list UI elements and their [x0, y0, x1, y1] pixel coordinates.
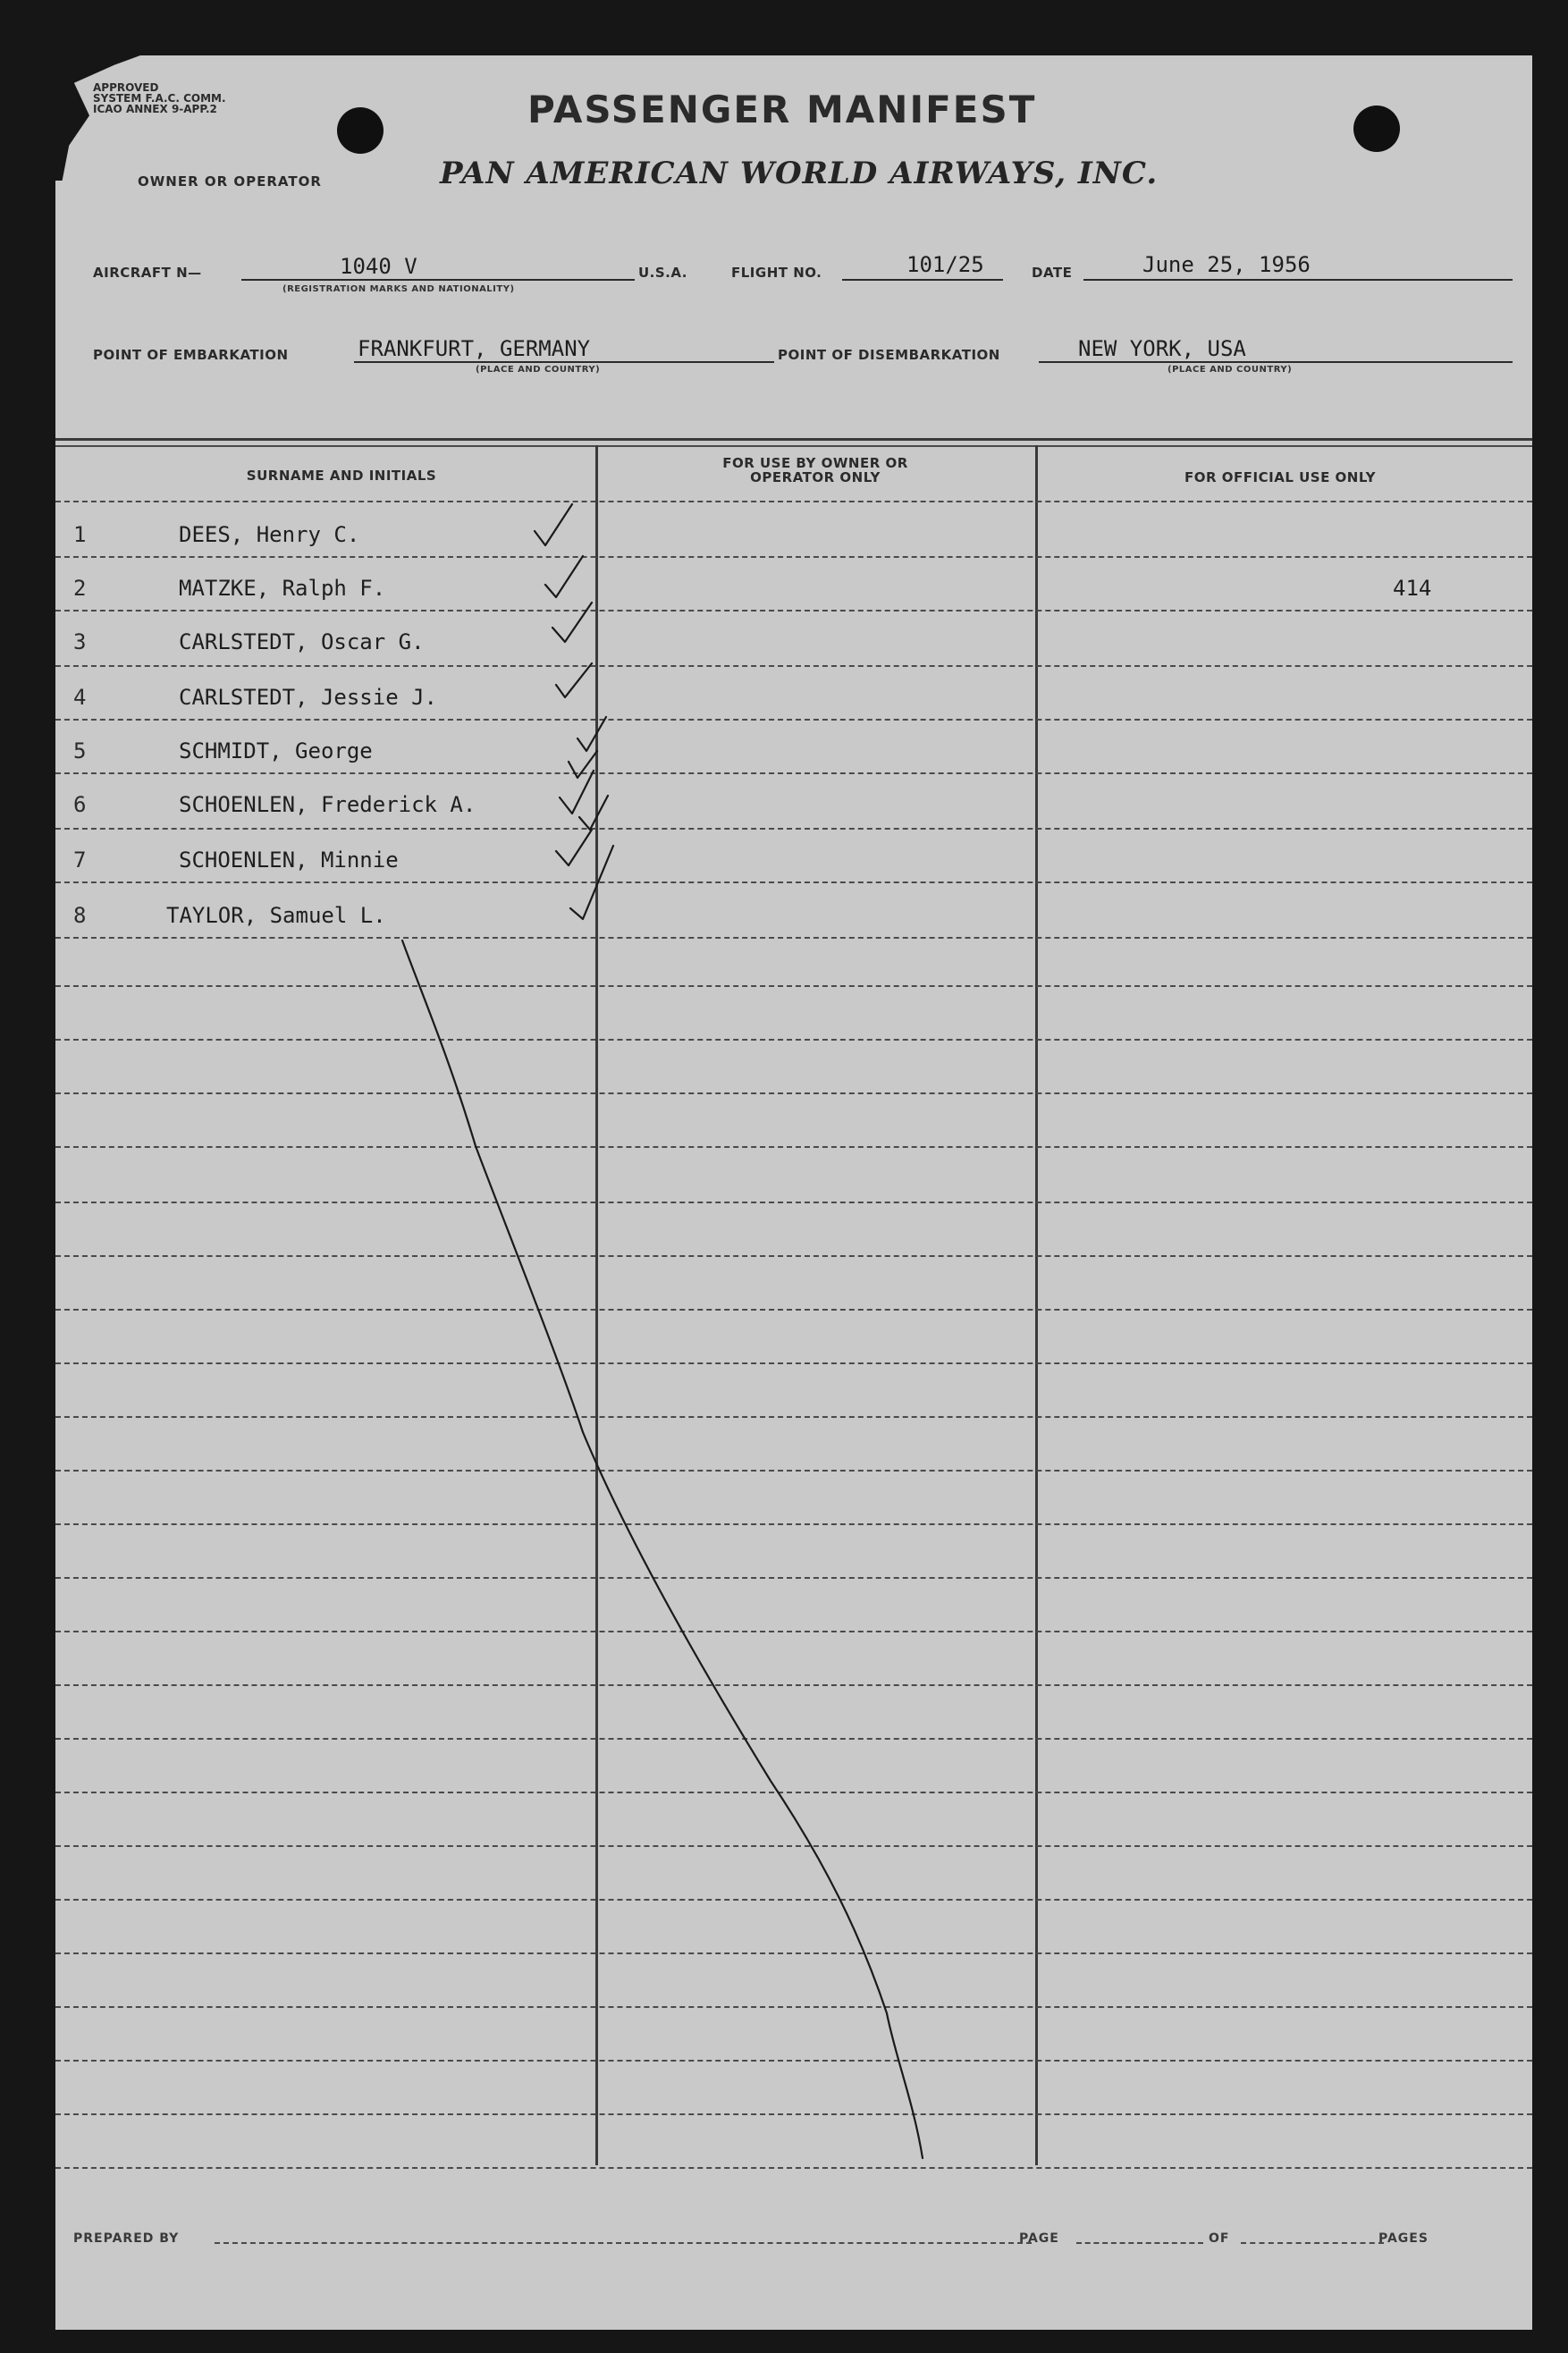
passenger-name: DEES, Henry C. [179, 522, 360, 547]
row-number: 8 [73, 903, 87, 928]
passenger-name: SCHMIDT, George [179, 738, 373, 763]
aircraft-label: AIRCRAFT N— [93, 265, 202, 281]
passenger-name: CARLSTEDT, Oscar G. [179, 629, 425, 654]
passenger-name: MATZKE, Ralph F. [179, 576, 386, 601]
handwritten-marks [55, 55, 1532, 2330]
manifest-sheet [55, 55, 1532, 2330]
row-number: 6 [73, 792, 87, 817]
aircraft-value: 1040 V [340, 254, 417, 279]
approval-line: APPROVED [93, 81, 159, 94]
company-name: PAN AMERICAN WORLD AIRWAYS, INC. [440, 156, 1159, 191]
check-mark [556, 830, 592, 865]
date-value: June 25, 1956 [1142, 252, 1311, 277]
page-label: PAGE [1019, 2231, 1059, 2246]
row-number: 1 [73, 522, 87, 547]
owner-operator-label: OWNER OR OPERATOR [138, 173, 322, 190]
owner-column-header: FOR USE BY OWNER OR OPERATOR ONLY [722, 455, 908, 485]
closing-stroke [402, 940, 923, 2158]
document-title: PASSENGER MANIFEST [527, 88, 1037, 131]
row-number: 3 [73, 629, 87, 654]
country-label: U.S.A. [638, 265, 687, 281]
passenger-name: SCHOENLEN, Frederick A. [179, 792, 476, 817]
of-line [1241, 2242, 1384, 2244]
flight-label: FLIGHT NO. [731, 265, 822, 281]
disembarkation-value: NEW YORK, USA [1078, 336, 1246, 361]
page-line [1076, 2242, 1203, 2244]
flight-value: 101/25 [906, 252, 984, 277]
row-number: 4 [73, 685, 87, 710]
approval-line: ICAO ANNEX 9-APP.2 [93, 103, 217, 115]
row-number: 2 [73, 576, 87, 601]
surname-column-header: SURNAME AND INITIALS [246, 468, 437, 484]
pages-label: PAGES [1378, 2231, 1429, 2246]
prepared-by-line [215, 2242, 1032, 2244]
official-use-note: 414 [1393, 576, 1432, 601]
check-mark [535, 504, 572, 545]
check-mark [579, 796, 608, 830]
disembarkation-label: POINT OF DISEMBARKATION [778, 347, 1000, 363]
embarkation-label: POINT OF EMBARKATION [93, 347, 289, 363]
official-column-header: FOR OFFICIAL USE ONLY [1184, 469, 1376, 485]
row-number: 7 [73, 848, 87, 873]
passenger-name: SCHOENLEN, Minnie [179, 848, 399, 873]
disembarkation-note: (PLACE AND COUNTRY) [1168, 365, 1293, 375]
check-mark [577, 717, 606, 751]
embarkation-value: FRANKFURT, GERMANY [358, 336, 591, 361]
prepared-by-label: PREPARED BY [73, 2231, 180, 2246]
passenger-name: CARLSTEDT, Jessie J. [179, 685, 437, 710]
check-mark [556, 663, 592, 697]
embarkation-note: (PLACE AND COUNTRY) [476, 365, 601, 375]
check-mark [570, 846, 613, 919]
passenger-name: TAYLOR, Samuel L. [166, 903, 386, 928]
check-mark [552, 603, 592, 642]
registration-note: (REGISTRATION MARKS AND NATIONALITY) [282, 284, 515, 294]
date-label: DATE [1032, 265, 1073, 281]
approval-line: SYSTEM F.A.C. COMM. [93, 92, 226, 105]
of-label: OF [1209, 2231, 1230, 2246]
row-number: 5 [73, 738, 87, 763]
check-mark [545, 556, 583, 597]
